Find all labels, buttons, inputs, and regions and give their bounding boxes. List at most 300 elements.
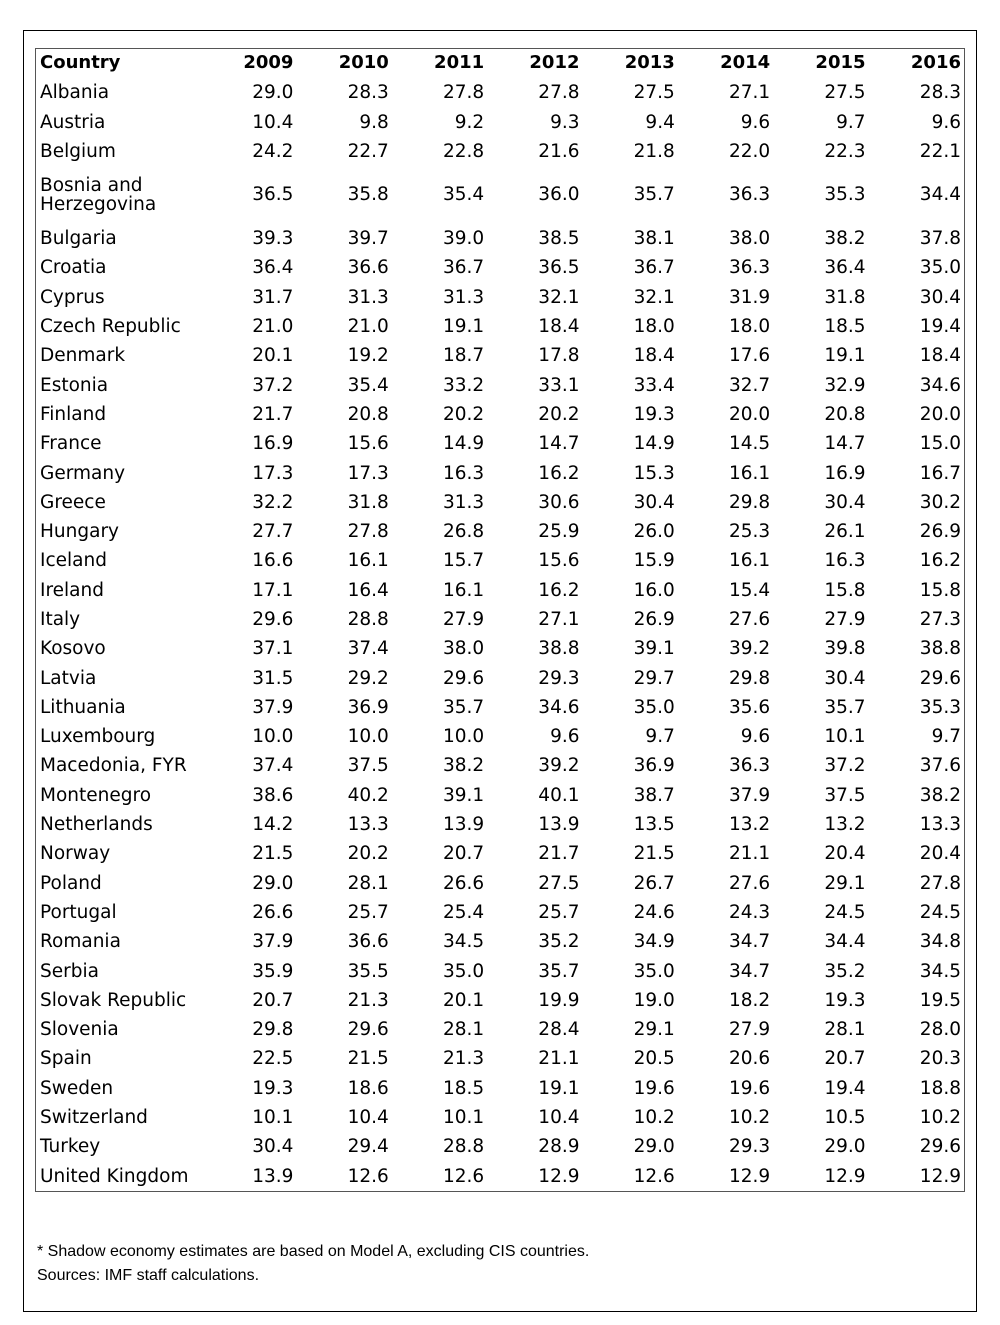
value-cell: 15.4 (728, 579, 771, 601)
value-cell: 35.7 (442, 696, 485, 718)
header-country: Country (40, 52, 121, 74)
table-row (36, 546, 965, 575)
table-row (36, 1162, 965, 1192)
value-cell: 36.9 (633, 755, 675, 777)
value-cell: 31.3 (442, 286, 485, 308)
value-cell: 24.3 (728, 901, 771, 923)
header-year: 2010 (338, 52, 389, 74)
table-row (36, 722, 965, 751)
header-year: 2016 (910, 52, 961, 74)
value-cell: 16.1 (728, 462, 771, 484)
table-row (36, 781, 965, 810)
value-cell: 39.2 (538, 755, 580, 777)
value-cell: 34.5 (919, 960, 961, 982)
value-cell: 22.0 (728, 140, 771, 162)
value-cell: 15.6 (538, 550, 580, 572)
value-cell: 9.7 (645, 726, 675, 748)
value-cell: 20.7 (442, 843, 485, 865)
value-cell: 31.3 (442, 491, 485, 513)
value-cell: 37.9 (252, 931, 294, 953)
value-cell: 33.4 (633, 374, 675, 396)
value-cell: 29.0 (252, 82, 294, 104)
value-cell: 9.6 (931, 111, 961, 133)
country-cell: Spain (40, 1048, 92, 1070)
value-cell: 9.2 (454, 111, 485, 133)
table-row (36, 488, 965, 517)
value-cell: 14.9 (633, 433, 675, 455)
value-cell: 16.1 (442, 579, 485, 601)
value-cell: 37.9 (728, 784, 771, 806)
value-cell: 29.6 (442, 667, 485, 689)
value-cell: 37.2 (252, 374, 294, 396)
value-cell: 21.7 (252, 403, 294, 425)
value-cell: 25.7 (538, 901, 580, 923)
value-cell: 21.0 (347, 316, 389, 338)
value-cell: 38.7 (633, 784, 675, 806)
value-cell: 10.2 (633, 1107, 675, 1129)
value-cell: 10.2 (919, 1107, 961, 1129)
value-cell: 32.2 (252, 491, 294, 513)
value-cell: 20.1 (252, 345, 294, 367)
value-cell: 18.4 (633, 345, 675, 367)
country-cell: Turkey (40, 1136, 101, 1158)
value-cell: 18.4 (919, 345, 961, 367)
value-cell: 36.3 (728, 755, 771, 777)
value-cell: 29.0 (633, 1136, 675, 1158)
value-cell: 37.8 (919, 228, 961, 250)
value-cell: 31.3 (347, 286, 389, 308)
country-cell: Czech Republic (40, 316, 181, 338)
value-cell: 32.9 (824, 374, 866, 396)
value-cell: 28.0 (919, 1019, 961, 1041)
value-cell: 36.3 (728, 257, 771, 279)
value-cell: 19.6 (633, 1077, 675, 1099)
country-cell: Germany (40, 462, 126, 484)
value-cell: 26.6 (252, 901, 294, 923)
table-row (36, 1132, 965, 1161)
value-cell: 18.7 (442, 345, 485, 367)
value-cell: 26.6 (442, 872, 485, 894)
value-cell: 38.8 (538, 638, 580, 660)
value-cell: 28.1 (824, 1019, 866, 1041)
value-cell: 19.1 (442, 316, 485, 338)
value-cell: 40.1 (538, 784, 580, 806)
value-cell: 16.2 (919, 550, 961, 572)
value-cell: 24.5 (919, 901, 961, 923)
value-cell: 35.7 (633, 184, 675, 206)
value-cell: 30.4 (919, 286, 961, 308)
table-row (36, 108, 965, 137)
value-cell: 26.9 (633, 608, 675, 630)
table-row (36, 1074, 965, 1103)
table-row (36, 839, 965, 868)
value-cell: 29.3 (728, 1136, 771, 1158)
value-cell: 20.4 (824, 843, 866, 865)
value-cell: 10.5 (824, 1107, 866, 1129)
value-cell: 34.9 (633, 931, 675, 953)
value-cell: 27.8 (538, 82, 580, 104)
value-cell: 27.8 (442, 82, 485, 104)
value-cell: 16.6 (252, 550, 294, 572)
value-cell: 20.5 (633, 1048, 675, 1070)
value-cell: 10.0 (252, 726, 294, 748)
country-cell: Cyprus (40, 286, 105, 308)
value-cell: 24.5 (824, 901, 866, 923)
value-cell: 37.5 (347, 755, 389, 777)
table-row (36, 429, 965, 458)
value-cell: 27.9 (824, 608, 866, 630)
value-cell: 38.2 (442, 755, 485, 777)
value-cell: 35.7 (824, 696, 866, 718)
value-cell: 15.7 (442, 550, 485, 572)
value-cell: 19.1 (824, 345, 866, 367)
value-cell: 15.8 (824, 579, 866, 601)
country-cell: Serbia (40, 960, 99, 982)
value-cell: 31.9 (728, 286, 771, 308)
value-cell: 18.4 (538, 316, 580, 338)
table-row (36, 283, 965, 312)
value-cell: 35.5 (347, 960, 389, 982)
value-cell: 36.7 (633, 257, 675, 279)
value-cell: 30.4 (824, 491, 866, 513)
value-cell: 24.2 (252, 140, 294, 162)
country-cell: Bosnia and Herzegovina (40, 174, 157, 216)
header-year: 2009 (243, 52, 294, 74)
table-row (36, 869, 965, 898)
value-cell: 21.5 (347, 1048, 389, 1070)
value-cell: 18.6 (347, 1077, 389, 1099)
value-cell: 36.6 (347, 931, 389, 953)
value-cell: 20.4 (919, 843, 961, 865)
value-cell: 31.8 (347, 491, 389, 513)
value-cell: 17.1 (252, 579, 294, 601)
value-cell: 28.1 (347, 872, 389, 894)
country-cell: Iceland (40, 550, 107, 572)
value-cell: 28.1 (442, 1019, 485, 1041)
value-cell: 22.8 (442, 140, 485, 162)
value-cell: 19.3 (633, 403, 675, 425)
value-cell: 31.7 (252, 286, 294, 308)
value-cell: 10.0 (347, 726, 389, 748)
table-row (36, 576, 965, 605)
value-cell: 16.2 (538, 579, 580, 601)
table-row (36, 752, 965, 781)
value-cell: 19.5 (919, 989, 961, 1011)
value-cell: 16.4 (347, 579, 389, 601)
value-cell: 15.0 (919, 433, 961, 455)
value-cell: 28.8 (442, 1136, 485, 1158)
value-cell: 27.6 (728, 608, 771, 630)
value-cell: 35.3 (824, 184, 866, 206)
value-cell: 27.9 (442, 608, 485, 630)
table-header-row (36, 49, 965, 79)
value-cell: 39.8 (824, 638, 866, 660)
value-cell: 15.8 (919, 579, 961, 601)
value-cell: 27.8 (347, 521, 389, 543)
value-cell: 28.4 (538, 1019, 580, 1041)
value-cell: 34.4 (824, 931, 866, 953)
value-cell: 17.3 (347, 462, 389, 484)
value-cell: 22.5 (252, 1048, 294, 1070)
value-cell: 27.1 (728, 82, 771, 104)
value-cell: 10.2 (728, 1107, 771, 1129)
header-year: 2015 (815, 52, 866, 74)
value-cell: 13.3 (347, 814, 389, 836)
value-cell: 15.3 (633, 462, 675, 484)
value-cell: 26.1 (824, 521, 866, 543)
value-cell: 18.5 (442, 1077, 485, 1099)
table-row (36, 810, 965, 839)
value-cell: 38.0 (442, 638, 485, 660)
country-cell: Slovenia (40, 1019, 119, 1041)
value-cell: 29.6 (347, 1019, 389, 1041)
table-row (36, 927, 965, 956)
value-cell: 35.8 (347, 184, 389, 206)
value-cell: 21.3 (347, 989, 389, 1011)
value-cell: 29.6 (252, 608, 294, 630)
value-cell: 10.4 (538, 1107, 580, 1129)
value-cell: 9.3 (550, 111, 580, 133)
value-cell: 36.7 (442, 257, 485, 279)
value-cell: 19.3 (252, 1077, 294, 1099)
table-row (36, 1045, 965, 1074)
value-cell: 21.3 (442, 1048, 485, 1070)
value-cell: 19.2 (347, 345, 389, 367)
value-cell: 29.0 (252, 872, 294, 894)
value-cell: 10.4 (347, 1107, 389, 1129)
value-cell: 21.1 (538, 1048, 580, 1070)
value-cell: 16.1 (347, 550, 389, 572)
value-cell: 20.0 (728, 403, 771, 425)
value-cell: 25.9 (538, 521, 580, 543)
value-cell: 30.6 (538, 491, 580, 513)
value-cell: 22.7 (347, 140, 389, 162)
value-cell: 35.0 (442, 960, 485, 982)
value-cell: 34.8 (919, 931, 961, 953)
value-cell: 37.4 (347, 638, 389, 660)
value-cell: 14.7 (538, 433, 580, 455)
value-cell: 38.8 (919, 638, 961, 660)
value-cell: 20.3 (919, 1048, 961, 1070)
value-cell: 21.5 (633, 843, 675, 865)
value-cell: 34.5 (442, 931, 485, 953)
country-cell: Ireland (40, 579, 104, 601)
value-cell: 27.3 (919, 608, 961, 630)
value-cell: 29.2 (347, 667, 389, 689)
value-cell: 34.7 (728, 931, 771, 953)
country-cell: Hungary (40, 521, 119, 543)
table-row (36, 898, 965, 927)
value-cell: 16.7 (919, 462, 961, 484)
value-cell: 13.2 (824, 814, 866, 836)
value-cell: 10.1 (824, 726, 866, 748)
value-cell: 35.4 (347, 374, 389, 396)
value-cell: 9.6 (550, 726, 580, 748)
value-cell: 10.1 (442, 1107, 485, 1129)
value-cell: 25.3 (728, 521, 771, 543)
value-cell: 27.5 (824, 82, 866, 104)
value-cell: 20.6 (728, 1048, 771, 1070)
value-cell: 37.2 (824, 755, 866, 777)
value-cell: 36.6 (347, 257, 389, 279)
value-cell: 18.0 (633, 316, 675, 338)
value-cell: 38.0 (728, 228, 771, 250)
value-cell: 36.9 (347, 696, 389, 718)
value-cell: 19.3 (824, 989, 866, 1011)
table-row (36, 78, 965, 107)
value-cell: 29.8 (252, 1019, 294, 1041)
value-cell: 25.4 (442, 901, 485, 923)
value-cell: 29.8 (728, 667, 771, 689)
value-cell: 29.3 (538, 667, 580, 689)
table-row (36, 459, 965, 488)
value-cell: 36.4 (824, 257, 866, 279)
value-cell: 15.6 (347, 433, 389, 455)
table-row (36, 957, 965, 986)
value-cell: 19.6 (728, 1077, 771, 1099)
table-row (36, 605, 965, 634)
value-cell: 10.4 (252, 111, 294, 133)
country-cell: Austria (40, 111, 106, 133)
value-cell: 10.1 (252, 1107, 294, 1129)
table-row (36, 341, 965, 370)
value-cell: 35.7 (538, 960, 580, 982)
value-cell: 36.4 (252, 257, 294, 279)
value-cell: 38.6 (252, 784, 294, 806)
value-cell: 26.8 (442, 521, 485, 543)
country-cell: Belgium (40, 140, 116, 162)
table-notes (37, 1240, 589, 1288)
value-cell: 28.8 (347, 608, 389, 630)
value-cell: 17.3 (252, 462, 294, 484)
country-cell: Albania (40, 82, 110, 104)
country-cell: Estonia (40, 374, 109, 396)
table-row (36, 137, 965, 166)
table-row (36, 986, 965, 1015)
value-cell: 36.3 (728, 184, 771, 206)
table-row (36, 312, 965, 341)
value-cell: 13.5 (633, 814, 675, 836)
value-cell: 38.2 (824, 228, 866, 250)
value-cell: 36.5 (538, 257, 580, 279)
value-cell: 33.2 (442, 374, 485, 396)
value-cell: 12.9 (538, 1165, 580, 1187)
value-cell: 32.1 (633, 286, 675, 308)
value-cell: 38.1 (633, 228, 675, 250)
value-cell: 37.4 (252, 755, 294, 777)
header-year: 2011 (434, 52, 485, 74)
value-cell: 14.5 (728, 433, 771, 455)
value-cell: 33.1 (538, 374, 580, 396)
value-cell: 28.3 (919, 82, 961, 104)
country-cell: Luxembourg (40, 726, 156, 748)
value-cell: 21.6 (538, 140, 580, 162)
value-cell: 38.5 (538, 228, 580, 250)
value-cell: 27.5 (633, 82, 675, 104)
value-cell: 20.2 (442, 403, 485, 425)
value-cell: 27.8 (919, 872, 961, 894)
value-cell: 20.7 (252, 989, 294, 1011)
value-cell: 35.3 (919, 696, 961, 718)
value-cell: 27.7 (252, 521, 294, 543)
value-cell: 35.9 (252, 960, 294, 982)
country-cell: Kosovo (40, 638, 106, 660)
value-cell: 29.0 (824, 1136, 866, 1158)
country-cell: Italy (40, 608, 81, 630)
value-cell: 29.7 (633, 667, 675, 689)
value-cell: 34.6 (538, 696, 580, 718)
value-cell: 12.9 (919, 1165, 961, 1187)
country-cell: Sweden (40, 1077, 114, 1099)
value-cell: 37.6 (919, 755, 961, 777)
table-row (36, 664, 965, 693)
value-cell: 39.3 (252, 228, 294, 250)
value-cell: 9.6 (740, 726, 771, 748)
footnote: * Shadow economy estimates are based on Model A, excluding CIS countries. (37, 1243, 590, 1260)
value-cell: 26.0 (633, 521, 675, 543)
country-cell: Latvia (40, 667, 97, 689)
value-cell: 16.9 (252, 433, 294, 455)
value-cell: 30.4 (824, 667, 866, 689)
value-cell: 35.2 (824, 960, 866, 982)
table-row (36, 253, 965, 282)
country-cell: Macedonia, FYR (40, 755, 187, 777)
country-cell: Croatia (40, 257, 107, 279)
value-cell: 20.2 (538, 403, 580, 425)
value-cell: 12.9 (728, 1165, 771, 1187)
value-cell: 34.7 (728, 960, 771, 982)
value-cell: 35.6 (728, 696, 771, 718)
value-cell: 13.9 (538, 814, 580, 836)
country-cell: Denmark (40, 345, 126, 367)
value-cell: 14.2 (252, 814, 294, 836)
country-cell: Bulgaria (40, 228, 117, 250)
table-row (36, 1103, 965, 1132)
value-cell: 37.9 (252, 696, 294, 718)
value-cell: 35.0 (633, 696, 675, 718)
value-cell: 38.2 (919, 784, 961, 806)
table-row (36, 224, 965, 253)
value-cell: 39.1 (633, 638, 675, 660)
value-cell: 29.4 (347, 1136, 389, 1158)
value-cell: 16.3 (824, 550, 866, 572)
value-cell: 9.8 (359, 111, 389, 133)
value-cell: 27.6 (728, 872, 771, 894)
value-cell: 20.2 (347, 843, 389, 865)
country-cell: Montenegro (40, 784, 152, 806)
value-cell: 40.2 (347, 784, 389, 806)
value-cell: 20.7 (824, 1048, 866, 1070)
value-cell: 9.7 (931, 726, 961, 748)
value-cell: 35.4 (442, 184, 485, 206)
value-cell: 10.0 (442, 726, 485, 748)
value-cell: 20.8 (824, 403, 866, 425)
value-cell: 19.0 (633, 989, 675, 1011)
country-cell: Finland (40, 403, 107, 425)
value-cell: 13.3 (919, 814, 961, 836)
value-cell: 13.9 (442, 814, 485, 836)
value-cell: 18.8 (919, 1077, 961, 1099)
value-cell: 25.7 (347, 901, 389, 923)
table-row (36, 517, 965, 546)
value-cell: 37.1 (252, 638, 294, 660)
value-cell: 21.0 (252, 316, 294, 338)
table-row (36, 1015, 965, 1044)
header-year: 2013 (624, 52, 675, 74)
value-cell: 18.5 (824, 316, 866, 338)
value-cell: 32.1 (538, 286, 580, 308)
value-cell: 28.3 (347, 82, 389, 104)
